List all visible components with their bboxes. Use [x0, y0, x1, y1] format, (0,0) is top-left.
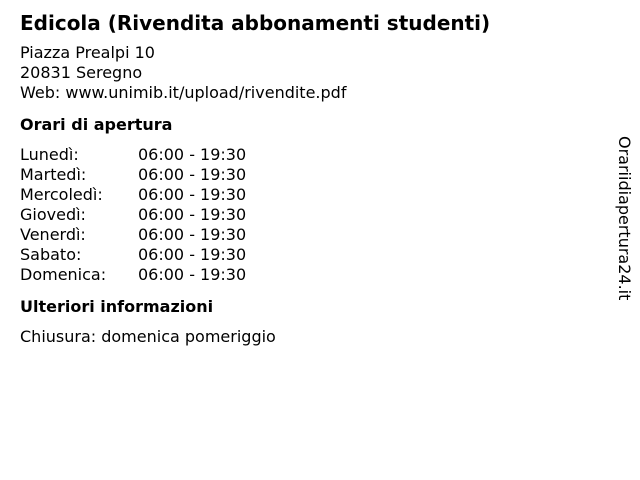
hours-row-tuesday [20, 165, 600, 185]
time-range: 06:00 - 19:30 [138, 185, 247, 204]
hours-row-sunday [20, 265, 600, 285]
address-block [20, 43, 600, 103]
time-range: 06:00 - 19:30 [138, 225, 247, 244]
time-range: 06:00 - 19:30 [138, 165, 247, 184]
website-link[interactable]: Web: www.unimib.it/upload/rivendite.pdf [20, 83, 347, 102]
hours-row-monday [20, 145, 600, 165]
hours-row-saturday [20, 245, 600, 265]
time-range: 06:00 - 19:30 [138, 245, 247, 264]
street-address: Piazza Prealpi 10 [20, 43, 155, 62]
opening-hours-heading: Orari di apertura [20, 115, 173, 134]
day-label: Martedì: [20, 165, 87, 184]
time-range: 06:00 - 19:30 [138, 145, 247, 164]
time-range: 06:00 - 19:30 [138, 265, 247, 284]
page-title: Edicola (Rivendita abbonamenti studenti) [20, 11, 491, 35]
hours-row-thursday [20, 205, 600, 225]
site-watermark: Orariidiapertura24.it [615, 136, 634, 301]
day-label: Domenica: [20, 265, 107, 284]
hours-row-friday [20, 225, 600, 245]
time-range: 06:00 - 19:30 [138, 205, 247, 224]
hours-row-wednesday [20, 185, 600, 205]
day-label: Sabato: [20, 245, 82, 264]
city-address: 20831 Seregno [20, 63, 143, 82]
store-info-card [20, 10, 600, 347]
additional-info-heading: Ulteriori informazioni [20, 297, 214, 316]
opening-hours-table [20, 145, 600, 285]
closing-info: Chiusura: domenica pomeriggio [20, 327, 276, 346]
day-label: Lunedì: [20, 145, 79, 164]
day-label: Giovedì: [20, 205, 86, 224]
day-label: Mercoledì: [20, 185, 103, 204]
day-label: Venerdì: [20, 225, 86, 244]
